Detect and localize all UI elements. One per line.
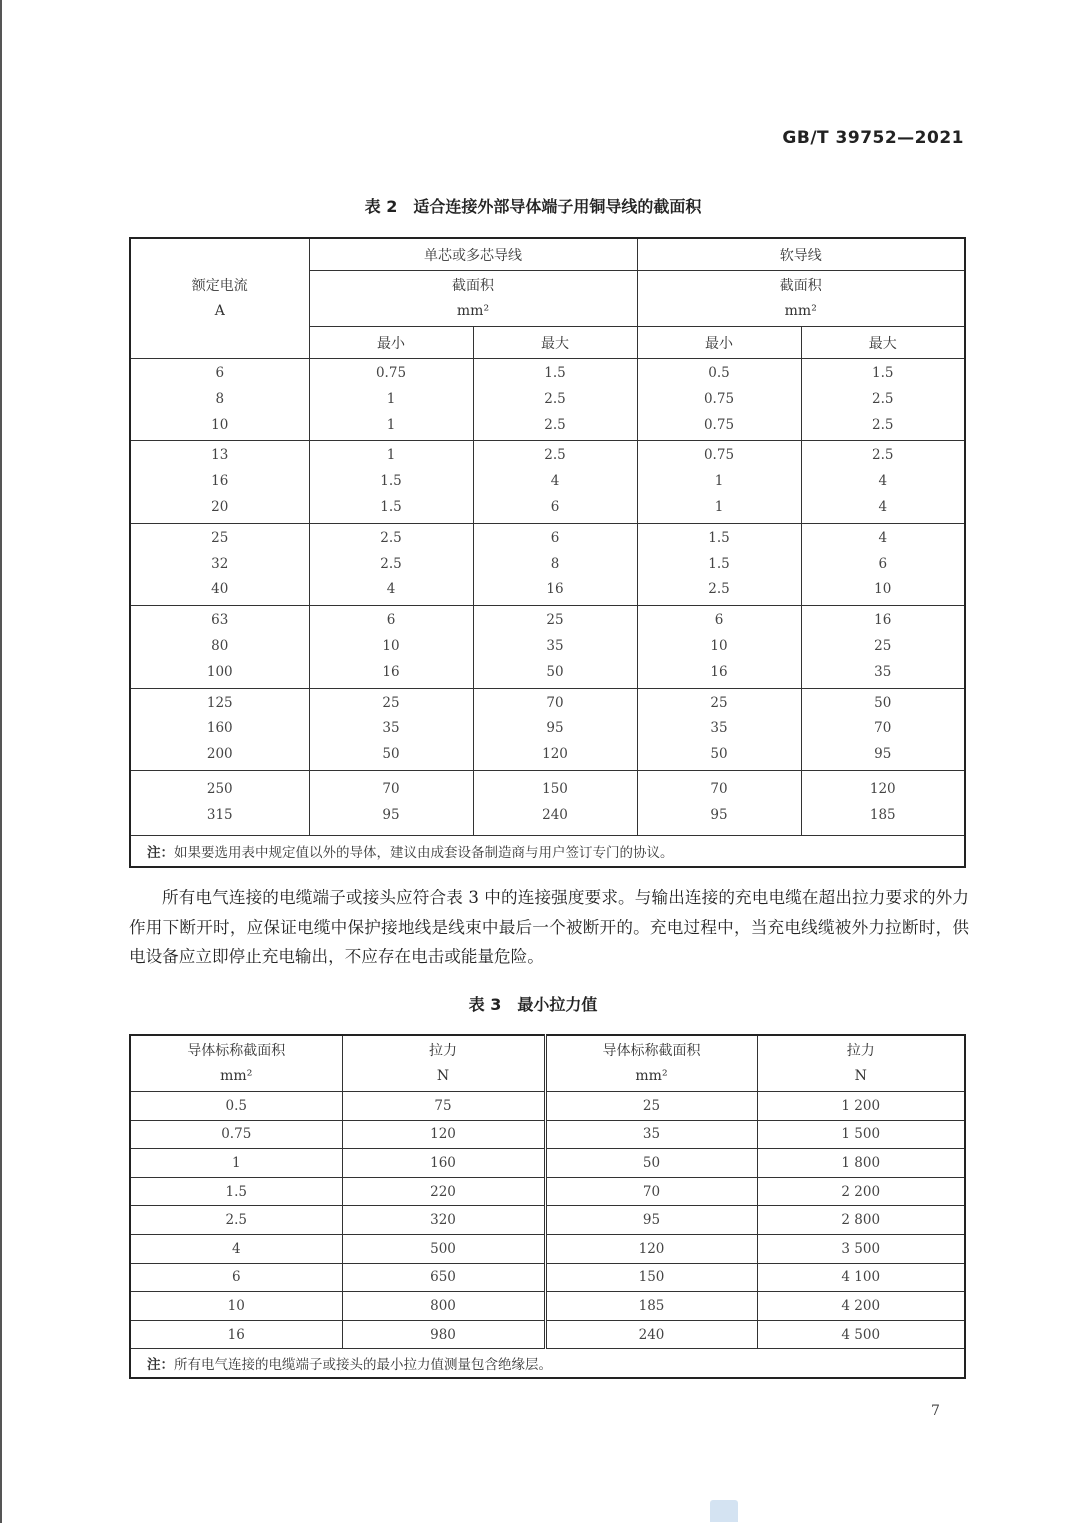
solid-max-cell bbox=[473, 688, 637, 770]
force-cell-left: 160 bbox=[342, 1149, 545, 1178]
table3-row bbox=[130, 1263, 965, 1292]
section-cell-left: 2.5 bbox=[130, 1206, 342, 1235]
cell-value: 1.5 bbox=[708, 555, 730, 572]
rated-current-header bbox=[130, 238, 309, 359]
cell-value: 70 bbox=[874, 720, 892, 737]
cell-value: 95 bbox=[382, 806, 400, 823]
rated-current-cell bbox=[130, 688, 309, 770]
cell-value: 0.75 bbox=[703, 447, 735, 464]
force-cell-left: 320 bbox=[342, 1206, 545, 1235]
page-edge bbox=[0, 0, 2, 1523]
flexible-min-cell bbox=[637, 359, 801, 441]
cell-value: 10 bbox=[382, 637, 400, 654]
cell-value: 35 bbox=[874, 663, 892, 680]
force-cell-right: 1 500 bbox=[757, 1120, 965, 1149]
cell-value: 35 bbox=[710, 720, 728, 737]
force-header-right bbox=[757, 1035, 965, 1092]
cell-value: 315 bbox=[206, 806, 233, 823]
section-unit: mm² bbox=[635, 1067, 668, 1084]
solid-min-cell bbox=[309, 523, 473, 605]
cell-value: 70 bbox=[710, 780, 728, 797]
cell-value: 6 bbox=[714, 612, 724, 629]
section-label: 导体标称截面积 bbox=[187, 1042, 286, 1059]
section-cell-right: 25 bbox=[545, 1092, 757, 1121]
cell-value: 4 bbox=[386, 581, 396, 598]
section-cell-left: 10 bbox=[130, 1292, 342, 1321]
section-cell-right: 95 bbox=[545, 1206, 757, 1235]
cell-value: 70 bbox=[382, 780, 400, 797]
table2-row-group bbox=[130, 606, 965, 688]
force-cell-right: 4 100 bbox=[757, 1263, 965, 1292]
note-label: 注： bbox=[147, 1357, 174, 1374]
cell-value: 160 bbox=[206, 720, 233, 737]
cell-value: 8 bbox=[215, 390, 225, 407]
force-cell-left: 75 bbox=[342, 1092, 545, 1121]
flexible-max-cell bbox=[801, 770, 965, 835]
solid-max-cell bbox=[473, 606, 637, 688]
section-label: 截面积 bbox=[779, 277, 822, 294]
cell-value: 35 bbox=[382, 720, 400, 737]
cell-value: 100 bbox=[206, 663, 233, 680]
table3-row bbox=[130, 1234, 965, 1263]
cell-value: 1 bbox=[714, 473, 724, 490]
cell-value: 25 bbox=[710, 694, 728, 711]
flexible-max-cell bbox=[801, 606, 965, 688]
section-label: 导体标称截面积 bbox=[602, 1042, 701, 1059]
solid-min-cell bbox=[309, 770, 473, 835]
table2-row-group bbox=[130, 359, 965, 441]
cell-value: 6 bbox=[878, 555, 888, 572]
note-label: 注： bbox=[147, 844, 174, 861]
cell-value: 50 bbox=[874, 694, 892, 711]
force-cell-left: 120 bbox=[342, 1120, 545, 1149]
cell-value: 40 bbox=[211, 581, 229, 598]
cell-value: 4 bbox=[878, 498, 888, 515]
cell-value: 4 bbox=[878, 529, 888, 546]
rated-current-cell bbox=[130, 523, 309, 605]
force-cell-left: 800 bbox=[342, 1292, 545, 1321]
flexible-max-cell bbox=[801, 688, 965, 770]
force-cell-right: 4 200 bbox=[757, 1292, 965, 1321]
table2-caption bbox=[0, 194, 1066, 217]
table3-caption bbox=[0, 992, 1066, 1015]
cell-value: 1.5 bbox=[380, 473, 402, 490]
force-cell-right: 2 200 bbox=[757, 1177, 965, 1206]
flexible-min-cell bbox=[637, 441, 801, 523]
force-label: 拉力 bbox=[429, 1042, 457, 1059]
cell-value: 2.5 bbox=[872, 390, 894, 407]
solid-max-header: 最大 bbox=[473, 327, 637, 359]
cell-value: 80 bbox=[211, 637, 229, 654]
cell-value: 1 bbox=[386, 390, 396, 407]
section-unit: mm² bbox=[784, 302, 817, 319]
force-cell-right: 1 200 bbox=[757, 1092, 965, 1121]
cell-value: 2.5 bbox=[380, 555, 402, 572]
rated-current-cell bbox=[130, 606, 309, 688]
cell-value: 50 bbox=[710, 746, 728, 763]
cell-value: 6 bbox=[550, 529, 560, 546]
cell-value: 63 bbox=[211, 612, 229, 629]
table3-caption-title: 最小拉力值 bbox=[517, 995, 598, 1014]
table2-row-group bbox=[130, 688, 965, 770]
cell-value: 16 bbox=[382, 663, 400, 680]
section-cell-left: 6 bbox=[130, 1263, 342, 1292]
cell-value: 13 bbox=[211, 447, 229, 464]
solid-min-cell bbox=[309, 606, 473, 688]
section-label: 截面积 bbox=[452, 277, 494, 294]
force-cell-left: 500 bbox=[342, 1234, 545, 1263]
section-cell-right: 120 bbox=[545, 1234, 757, 1263]
flexible-max-cell bbox=[801, 359, 965, 441]
force-cell-left: 650 bbox=[342, 1263, 545, 1292]
section-cell-left: 1.5 bbox=[130, 1177, 342, 1206]
cell-value: 1.5 bbox=[872, 365, 894, 381]
flexible-min-cell bbox=[637, 606, 801, 688]
force-unit: N bbox=[854, 1067, 867, 1084]
table2-row-group bbox=[130, 770, 965, 835]
solid-min-cell bbox=[309, 359, 473, 441]
cell-value: 25 bbox=[874, 637, 892, 654]
cell-value: 25 bbox=[382, 694, 400, 711]
cell-value: 1.5 bbox=[544, 365, 566, 381]
flexible-conductor-header: 软导线 bbox=[637, 238, 965, 271]
watermark-logo bbox=[710, 1500, 738, 1522]
cell-value: 125 bbox=[206, 694, 233, 711]
force-cell-right: 4 500 bbox=[757, 1320, 965, 1349]
cell-value: 240 bbox=[542, 806, 568, 823]
force-cell-right: 3 500 bbox=[757, 1234, 965, 1263]
solid-max-cell bbox=[473, 359, 637, 441]
cell-value: 1.5 bbox=[380, 498, 402, 515]
page-number: 7 bbox=[931, 1403, 940, 1419]
table3-row bbox=[130, 1292, 965, 1321]
note-text: 如果要选用表中规定值以外的导体，建议由成套设备制造商与用户签订专门的协议。 bbox=[174, 844, 674, 861]
section-unit: mm² bbox=[220, 1067, 253, 1084]
cell-value: 1 bbox=[714, 498, 724, 515]
solid-max-cell bbox=[473, 441, 637, 523]
flexible-max-header: 最大 bbox=[801, 327, 965, 359]
section-unit: mm² bbox=[456, 302, 490, 319]
cell-value: 4 bbox=[550, 473, 560, 490]
cell-value: 16 bbox=[211, 473, 229, 490]
table2-row-group bbox=[130, 523, 965, 605]
cell-value: 16 bbox=[710, 663, 728, 680]
cell-value: 32 bbox=[211, 555, 229, 572]
table3-row bbox=[130, 1320, 965, 1349]
cell-value: 6 bbox=[386, 612, 396, 629]
table3-row bbox=[130, 1149, 965, 1178]
section-cell-right: 240 bbox=[545, 1320, 757, 1349]
table3-note bbox=[130, 1349, 965, 1379]
cell-value: 2.5 bbox=[380, 529, 402, 546]
section-cell-left: 4 bbox=[130, 1234, 342, 1263]
cell-value: 4 bbox=[878, 473, 888, 490]
rated-current-cell bbox=[130, 359, 309, 441]
solid-min-header: 最小 bbox=[309, 327, 473, 359]
section-cell-left: 0.5 bbox=[130, 1092, 342, 1121]
cell-value: 50 bbox=[546, 663, 564, 680]
solid-max-cell bbox=[473, 523, 637, 605]
note-text: 所有电气连接的电缆端子或接头的最小拉力值测量包含绝缘层。 bbox=[174, 1357, 552, 1374]
section-cell-right: 35 bbox=[545, 1120, 757, 1149]
table2 bbox=[129, 237, 966, 868]
cell-value: 1 bbox=[386, 416, 396, 433]
force-cell-right: 2 800 bbox=[757, 1206, 965, 1235]
force-unit: N bbox=[436, 1067, 450, 1084]
cell-value: 10 bbox=[710, 637, 728, 654]
solid-conductor-header: 单芯或多芯导线 bbox=[309, 238, 637, 271]
force-cell-left: 980 bbox=[342, 1320, 545, 1349]
cell-value: 120 bbox=[869, 780, 896, 797]
cell-value: 8 bbox=[550, 555, 560, 572]
section-cell-left: 0.75 bbox=[130, 1120, 342, 1149]
section-cell-right: 50 bbox=[545, 1149, 757, 1178]
flexible-min-cell bbox=[637, 770, 801, 835]
force-label: 拉力 bbox=[846, 1042, 875, 1059]
section-cell-right: 185 bbox=[545, 1292, 757, 1321]
cell-value: 70 bbox=[546, 694, 564, 711]
flexible-max-cell bbox=[801, 523, 965, 605]
table2-caption-number: 表 2 bbox=[364, 197, 398, 216]
cell-value: 50 bbox=[382, 746, 400, 763]
cell-value: 0.5 bbox=[708, 365, 730, 381]
flexible-min-header: 最小 bbox=[637, 327, 801, 359]
cell-value: 10 bbox=[874, 581, 892, 598]
rated-current-label: 额定电流 bbox=[191, 277, 248, 294]
table3-row bbox=[130, 1206, 965, 1235]
solid-min-cell bbox=[309, 441, 473, 523]
cell-value: 0.75 bbox=[703, 416, 735, 433]
force-cell-left: 220 bbox=[342, 1177, 545, 1206]
table2-caption-title: 适合连接外部导体端子用铜导线的截面积 bbox=[413, 197, 702, 216]
rated-current-cell bbox=[130, 770, 309, 835]
cell-value: 2.5 bbox=[872, 447, 894, 464]
cell-value: 1 bbox=[386, 447, 396, 464]
cell-value: 2.5 bbox=[708, 581, 730, 598]
cell-value: 250 bbox=[206, 780, 233, 797]
cell-value: 120 bbox=[542, 746, 568, 763]
cell-value: 16 bbox=[874, 612, 892, 629]
table3-row bbox=[130, 1092, 965, 1121]
cell-value: 95 bbox=[546, 720, 564, 737]
cell-value: 6 bbox=[550, 498, 560, 515]
cell-value: 2.5 bbox=[544, 416, 566, 433]
solid-max-cell bbox=[473, 770, 637, 835]
rated-current-unit: A bbox=[214, 302, 225, 319]
cell-value: 10 bbox=[211, 416, 229, 433]
rated-current-cell bbox=[130, 441, 309, 523]
cell-value: 185 bbox=[869, 806, 896, 823]
cell-value: 0.75 bbox=[703, 390, 735, 407]
section-cell-left: 1 bbox=[130, 1149, 342, 1178]
cell-value: 95 bbox=[710, 806, 728, 823]
table3-caption-number: 表 3 bbox=[468, 995, 502, 1014]
flexible-section-header bbox=[637, 271, 965, 327]
section-cell-left: 16 bbox=[130, 1320, 342, 1349]
flexible-max-cell bbox=[801, 441, 965, 523]
cell-value: 2.5 bbox=[544, 390, 566, 407]
force-cell-right: 1 800 bbox=[757, 1149, 965, 1178]
section-header-right bbox=[545, 1035, 757, 1092]
cell-value: 25 bbox=[546, 612, 564, 629]
cell-value: 200 bbox=[206, 746, 233, 763]
section-cell-right: 70 bbox=[545, 1177, 757, 1206]
cell-value: 0.75 bbox=[375, 365, 407, 381]
cell-value: 16 bbox=[546, 581, 564, 598]
section-header-left bbox=[130, 1035, 342, 1092]
cell-value: 35 bbox=[546, 637, 564, 654]
cell-value: 2.5 bbox=[872, 416, 894, 433]
cell-value: 95 bbox=[874, 746, 892, 763]
flexible-min-cell bbox=[637, 523, 801, 605]
solid-section-header bbox=[309, 271, 637, 327]
table3 bbox=[129, 1034, 966, 1379]
cell-value: 2.5 bbox=[544, 447, 566, 464]
solid-min-cell bbox=[309, 688, 473, 770]
standard-code: GB/T 39752—2021 bbox=[782, 128, 964, 148]
cell-value: 150 bbox=[542, 780, 568, 797]
cell-value: 20 bbox=[211, 498, 229, 515]
table3-row bbox=[130, 1177, 965, 1206]
body-paragraph: 所有电气连接的电缆端子或接头应符合表 3 中的连接强度要求。与输出连接的充电电缆在超出拉力要求的外力作用下断开时，应保证电缆中保护接地线是线束中最后一个被断开的。充电过程中，当充电线缆被外力拉断时，供电设备应立即停止充电输出，不应存在电击或能量危险。 bbox=[129, 888, 969, 966]
cell-value: 25 bbox=[211, 529, 229, 546]
table2-note bbox=[130, 835, 965, 867]
force-header-left bbox=[342, 1035, 545, 1092]
table3-row bbox=[130, 1120, 965, 1149]
table2-row-group bbox=[130, 441, 965, 523]
cell-value: 6 bbox=[215, 365, 225, 381]
cell-value: 1.5 bbox=[708, 529, 730, 546]
section-cell-right: 150 bbox=[545, 1263, 757, 1292]
flexible-min-cell bbox=[637, 688, 801, 770]
